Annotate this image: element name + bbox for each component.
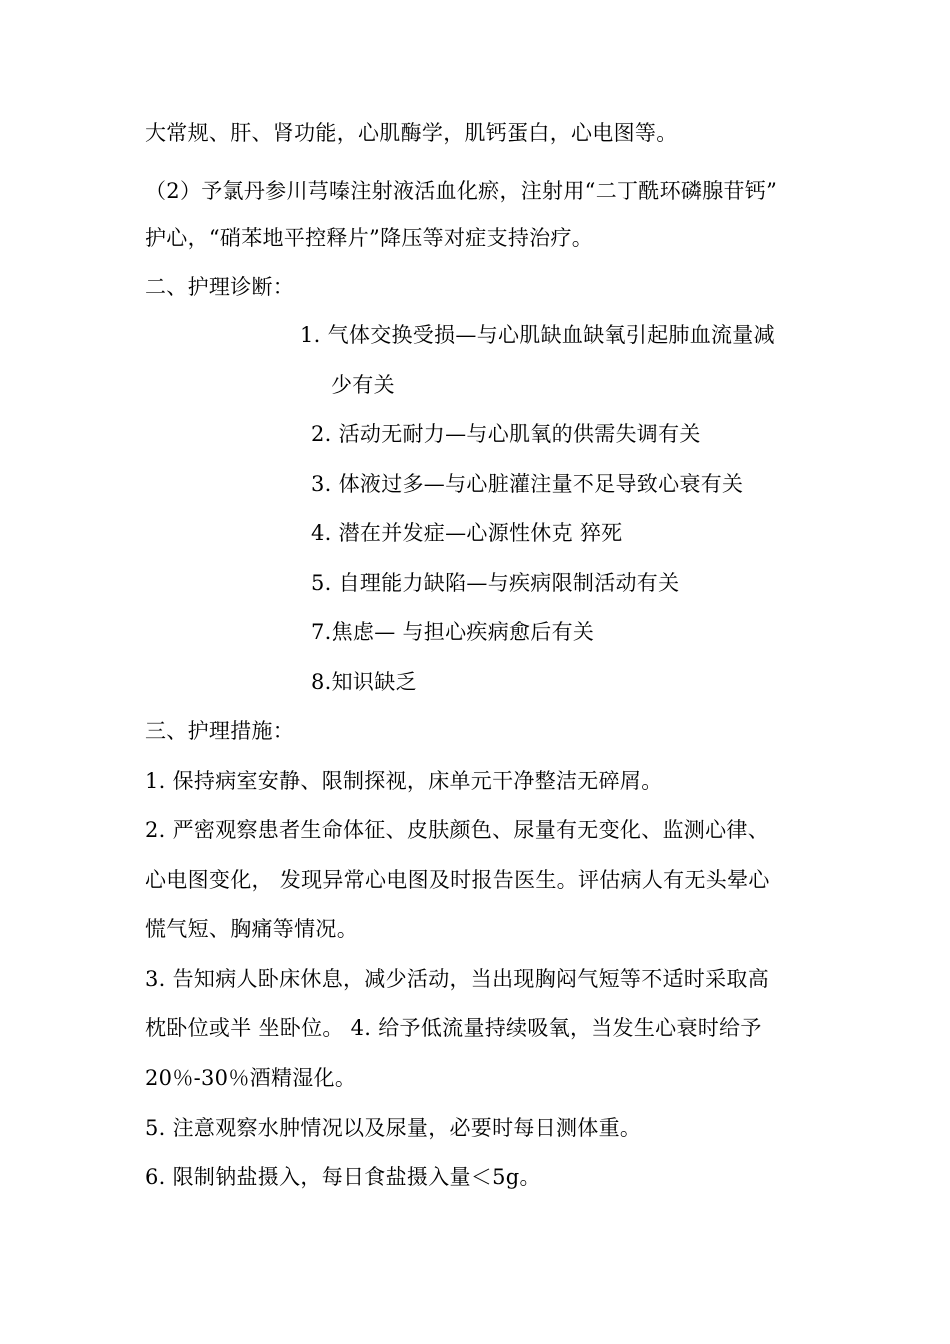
list-item: 1. 气体交换受损—与心肌缺血缺氧引起肺血流量减 <box>300 323 775 347</box>
text-line: 5. 注意观察水肿情况以及尿量，必要时每日测体重。 <box>145 1116 642 1140</box>
list-item: 2. 活动无耐力—与心肌氧的供需失调有关 <box>311 422 701 446</box>
list-item: 8.知识缺乏 <box>311 670 417 694</box>
text-line: 枕卧位或半 坐卧位。 4. 给予低流量持续吸氧，当发生心衰时给予 <box>145 1016 762 1040</box>
text-line: 1. 保持病室安静、限制探视，床单元干净整洁无碎屑。 <box>145 769 663 793</box>
text-line: 3. 告知病人卧床休息，减少活动，当出现胸闷气短等不适时采取高 <box>145 967 770 991</box>
text-line: 2. 严密观察患者生命体征、皮肤颜色、尿量有无变化、监测心律、 <box>145 818 770 842</box>
list-item: 7.焦虑— 与担心疾病愈后有关 <box>311 620 595 644</box>
text-line: 6. 限制钠盐摄入，每日食盐摄入量＜5g。 <box>145 1165 541 1189</box>
text-line: 心电图变化， 发现异常心电图及时报告医生。评估病人有无头晕心 <box>145 868 770 892</box>
text-line: 慌气短、胸痛等情况。 <box>145 917 358 941</box>
section-heading: 二、护理诊断： <box>145 275 295 299</box>
text-line: （2）予氯丹参川芎嗪注射液活血化瘀，注射用“二丁酰环磷腺苷钙” <box>145 179 778 203</box>
list-item-continuation: 少有关 <box>331 373 395 397</box>
section-heading: 三、护理措施： <box>145 719 295 743</box>
list-item: 4. 潜在并发症—心源性休克 猝死 <box>311 521 623 545</box>
list-item: 5. 自理能力缺陷—与疾病限制活动有关 <box>311 571 680 595</box>
text-line: 护心，“硝苯地平控释片”降压等对症支持治疗。 <box>145 226 594 250</box>
text-line: 20％-30％酒精湿化。 <box>145 1066 357 1090</box>
text-line: 大常规、肝、肾功能，心肌酶学，肌钙蛋白，心电图等。 <box>145 121 678 145</box>
list-item: 3. 体液过多—与心脏灌注量不足导致心衰有关 <box>311 472 744 496</box>
